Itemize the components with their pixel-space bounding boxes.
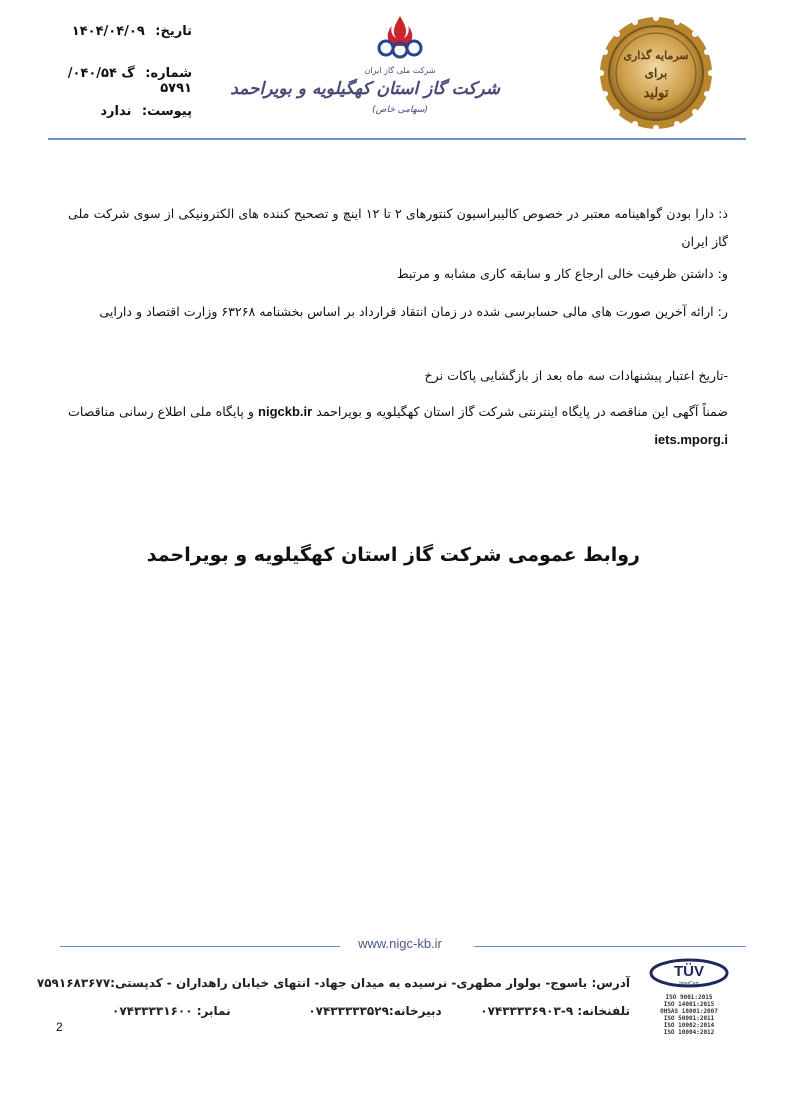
notice-text-b: و پایگاه ملی اطلاع رسانی مناقصات (68, 404, 254, 419)
logo-top-text: شرکت ملی گاز ایران (364, 66, 436, 75)
iso-line: ISO 10004:2012 (663, 1029, 715, 1036)
notice-text-a: ضمناً آگهی این مناقصه در پایگاه اینترنتی شرکت گاز استان کهگیلویه و بویراحمد (316, 404, 728, 419)
tuv-sub-text: InterCert (679, 981, 699, 987)
paragraph-z: ذ: دارا بودن گواهینامه معتبر در خصوص کالیبراسیون کنتورهای ۲ تا ۱۲ اینچ و تصحیح کننده های الکترونیکی از سوی شرکت ملی گاز ایران (68, 206, 728, 249)
footer-phone: تلفنخانه: ۹-۰۷۴۳۳۳۳۶۹۰۳ (480, 1004, 630, 1018)
date-value: ۱۴۰۴/۰۴/۰۹ (71, 24, 145, 39)
paragraph-validity: -تاریخ اعتبار پیشنهادات سه ماه بعد از بازگشایی پاکات نرخ (424, 368, 728, 383)
header-divider (48, 138, 746, 140)
pr-signature: روابط عمومی شرکت گاز استان کهگیلویه و بویراحمد (146, 544, 640, 566)
number-value: گ ۰۴۰/۵۴/ ۵۷۹۱ (67, 66, 192, 96)
seal-text-3: تولید (643, 86, 669, 101)
number-label: شماره: (145, 66, 192, 81)
footer-address: آدرس: یاسوج- بولوار مطهری- نرسیده به میدان جهاد- انتهای خیابان راهداران - کدپستی:۷۵۹۱۶۸۳۶۷۷ (36, 976, 630, 990)
footer-website-link[interactable]: www.nigc-kb.ir (358, 936, 442, 951)
tuv-logo-text: TÜV (674, 963, 704, 980)
paragraph-r: ر: ارائه آخرین صورت های مالی حسابرسی شده در زمان انتقاد قرارداد بر اساس بخشنامه ۶۳۲۶۸ وزارت اقتصاد و دارایی (99, 304, 728, 319)
attachment-row (32, 104, 192, 119)
footer-secretariat: دبیرخانه:۰۷۴۳۳۳۳۳۵۲۹ (308, 1004, 442, 1018)
logo-sub-text: (سهامی خاص) (372, 105, 428, 115)
attachment-label: پیوست: (141, 104, 192, 119)
iso-line: ISO 9001:2015 (665, 994, 713, 1001)
iso-line: ISO 10002:2014 (663, 1022, 715, 1029)
seal-text-1: سرمایه گذاری (623, 49, 689, 62)
company-logo (230, 14, 500, 134)
paragraph-notice (68, 398, 728, 454)
iso-line: ISO 50001:2011 (663, 1015, 715, 1022)
attachment-value: ندارد (100, 104, 132, 119)
logo-company-text: شرکت گاز استان کهگیلویه و بویراحمد (230, 79, 500, 99)
year-seal (598, 15, 714, 131)
date-row (32, 24, 192, 39)
notice-site-link[interactable]: nigckb.ir (258, 404, 313, 419)
number-row (32, 66, 192, 96)
iso-line: OHSAS 18001:2007 (660, 1008, 718, 1015)
paragraph-v: و: داشتن ظرفیت خالی ارجاع کار و سابقه کاری مشابه و مرتبط (396, 266, 728, 281)
page-number: 2 (56, 1020, 63, 1034)
gas-flame-emblem-icon (370, 14, 430, 60)
tuv-logo-icon (646, 958, 732, 990)
seal-text-2: برای (644, 66, 668, 80)
date-label: تاریخ: (155, 24, 192, 39)
gold-seal-icon (598, 15, 714, 131)
footer-fax: نمابر: ۰۷۴۳۳۳۳۱۶۰۰ (112, 1004, 231, 1018)
notice-site2-link[interactable]: iets.mporg.i (654, 432, 728, 447)
iso-line: ISO 14001:2015 (663, 1001, 715, 1008)
tuv-badge (646, 958, 732, 1036)
